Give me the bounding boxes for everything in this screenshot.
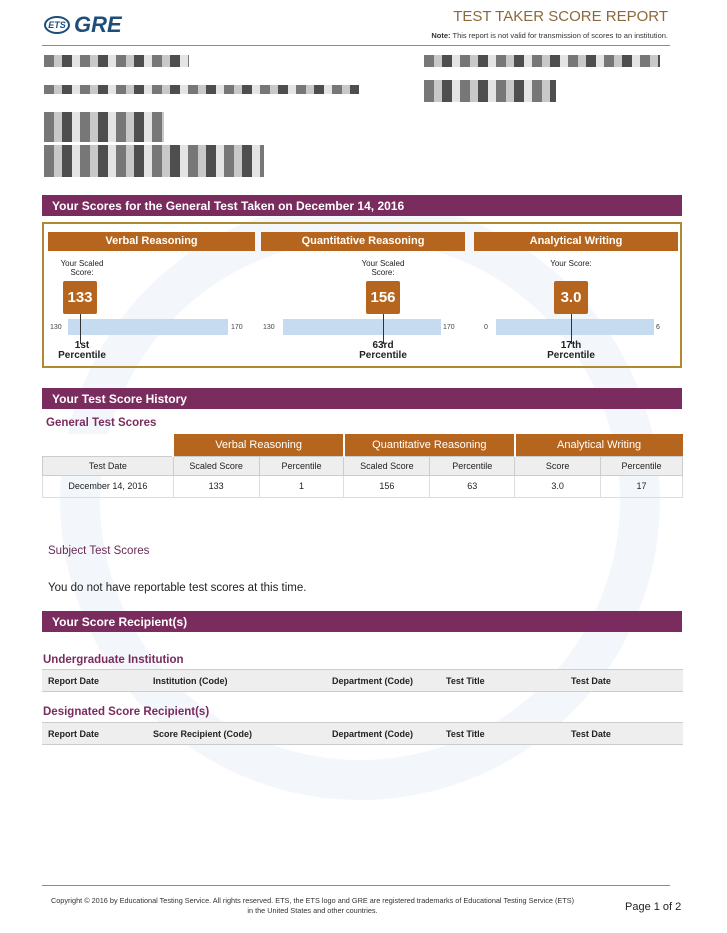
col-report-date: Report Date [42,723,147,745]
score-value: 156 [366,281,400,314]
col-report-date: Report Date [42,670,147,692]
recipients-section-header: Your Score Recipient(s) [42,611,682,632]
col-test-title: Test Title [440,723,565,745]
score-value: 133 [63,281,97,314]
ets-gre-logo [44,12,122,38]
col-department: Department (Code) [326,670,440,692]
col-writing-percentile: Percentile [601,456,683,475]
page-number: Page 1 of 2 [625,901,682,913]
quant-score-panel [261,232,465,362]
report-title: TEST TAKER SCORE REPORT [453,8,668,25]
footer-divider [42,885,670,886]
range-min: 0 [484,324,488,331]
cell: 3.0 [515,475,601,497]
percentile-value: 63rd [372,340,394,351]
col-test-date: Test Date [565,723,683,745]
score-summary-box [42,222,682,368]
redacted-dob [424,80,556,102]
column-header-row [43,456,683,475]
percentile [536,341,606,361]
score-range-track [283,319,441,335]
designated-table [42,722,683,745]
col-institution: Institution (Code) [147,670,326,692]
gre-logo-text: GRE [74,12,122,37]
panel-header: Quantitative Reasoning [261,232,465,251]
range-min: 130 [50,324,62,331]
writing-score-panel [474,232,678,362]
undergrad-table [42,669,683,692]
cell: 133 [173,475,259,497]
cell: 1 [259,475,344,497]
history-section-header: Your Test Score History [42,388,682,409]
redacted-address [44,85,359,94]
cell: 63 [430,475,515,497]
percentile-label: Percentile [547,350,595,361]
range-min: 130 [263,324,275,331]
redacted-info-2 [44,145,264,177]
range-max: 170 [443,324,455,331]
verbal-score-panel [48,232,255,362]
score-label: Your Score: [550,259,592,268]
range-max: 170 [231,324,243,331]
subject-test-title: Subject Test Scores [48,545,150,557]
percentile-value: 1st [74,340,90,351]
general-scores-table [42,434,683,498]
redacted-id [424,55,660,67]
redacted-name [44,55,189,67]
percentile-label: Percentile [58,350,106,361]
col-verbal-scaled: Scaled Score [173,456,259,475]
score-label: Your Scaled Score: [60,259,104,277]
group-quant: Quantitative Reasoning [344,434,515,456]
note-text: This report is not valid for transmission of scores to an institution. [452,31,668,40]
cell: 17 [601,475,683,497]
col-test-date: Test Date [565,670,683,692]
redacted-info [44,112,164,142]
column-header-row [42,670,683,692]
group-verbal: Verbal Reasoning [173,434,344,456]
report-note [431,31,668,40]
percentile [348,341,418,361]
panel-header: Analytical Writing [474,232,678,251]
scores-section-header: Your Scores for the General Test Taken on December 14, 2016 [42,195,682,216]
col-department: Department (Code) [326,723,440,745]
score-value: 3.0 [554,281,588,314]
cell: December 14, 2016 [43,475,174,497]
col-quant-scaled: Scaled Score [344,456,430,475]
undergrad-title: Undergraduate Institution [43,654,184,666]
col-verbal-percentile: Percentile [259,456,344,475]
group-writing: Analytical Writing [515,434,683,456]
col-writing-score: Score [515,456,601,475]
cell: 156 [344,475,430,497]
score-range-track [68,319,228,335]
designated-title: Designated Score Recipient(s) [43,706,210,718]
score-range-track [496,319,654,335]
note-label: Note: [431,31,451,40]
score-label: Your Scaled Score: [361,259,405,277]
column-header-row [42,723,683,745]
col-score-recipient: Score Recipient (Code) [147,723,326,745]
col-quant-percentile: Percentile [430,456,515,475]
percentile-label: Percentile [359,350,407,361]
header-divider [42,45,670,46]
col-test-title: Test Title [440,670,565,692]
percentile [47,341,117,361]
ets-logo-icon: ETS [44,16,70,34]
copyright: Copyright © 2016 by Educational Testing Service. All rights reserved. ETS, the ETS logo and GRE are registered trademarks of Educational Testing Service (ETS) in the United States and other countries. [50,896,575,915]
table-row [43,475,683,497]
col-test-date: Test Date [43,456,174,475]
range-max: 6 [656,324,660,331]
percentile-value: 17th [560,340,582,351]
subject-test-message: You do not have reportable test scores at this time. [48,582,307,594]
general-test-title: General Test Scores [46,417,157,429]
panel-header: Verbal Reasoning [48,232,255,251]
